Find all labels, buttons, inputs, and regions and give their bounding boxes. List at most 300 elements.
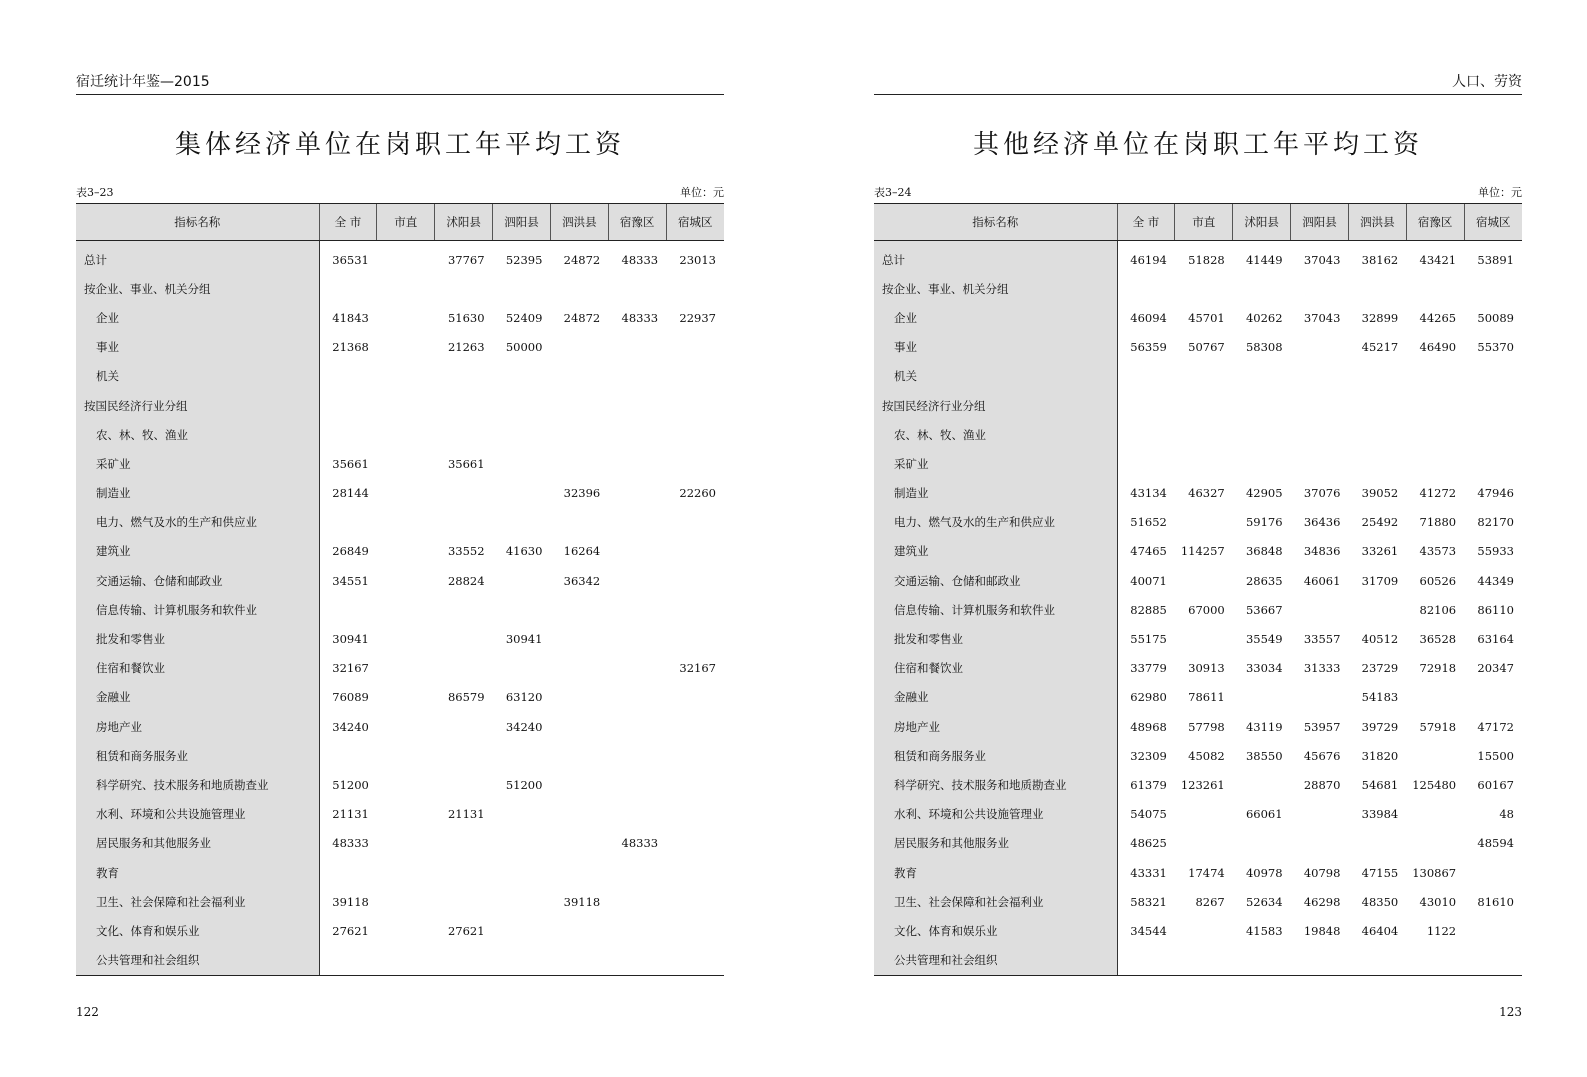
table-cell	[377, 712, 435, 741]
table-row	[874, 241, 1522, 275]
table-cell	[666, 624, 724, 653]
table-cell: 45701	[1188, 310, 1225, 325]
table-cell: 114257	[1180, 544, 1225, 559]
table-cell: 39729	[1361, 719, 1399, 734]
table-cell: 33034	[1245, 661, 1283, 676]
table-row	[874, 800, 1522, 829]
table-cell	[1406, 683, 1464, 712]
table-cell	[608, 946, 666, 976]
column-header: 全 市	[319, 204, 377, 241]
table-row	[76, 449, 724, 478]
table-cell	[1291, 420, 1349, 449]
table-cell	[1117, 449, 1175, 478]
table-cell: 56359	[1130, 340, 1167, 355]
table-cell: 44265	[1419, 310, 1457, 325]
table-cell	[608, 712, 666, 741]
table-cell: 55175	[1130, 632, 1167, 647]
table-cell	[550, 683, 608, 712]
table-cell	[377, 333, 435, 362]
table-row	[874, 420, 1522, 449]
table-cell: 51652	[1130, 515, 1167, 530]
table-cell	[550, 916, 608, 945]
row-label: 金融业	[76, 683, 319, 712]
table-cell	[1233, 420, 1291, 449]
table-cell: 28870	[1303, 777, 1341, 792]
table-row	[76, 303, 724, 332]
row-label: 采矿业	[874, 449, 1117, 478]
column-header: 宿城区	[1464, 204, 1522, 241]
table-cell: 31820	[1361, 748, 1399, 763]
table-cell: 52634	[1245, 894, 1283, 909]
table-cell	[377, 800, 435, 829]
table-cell	[435, 946, 493, 976]
table-cell	[1233, 829, 1291, 858]
table-cell	[435, 829, 493, 858]
column-header: 沭阳县	[435, 204, 493, 241]
column-header: 泗洪县	[1348, 204, 1406, 241]
row-label: 租赁和商务服务业	[76, 741, 319, 770]
table-cell: 43010	[1419, 894, 1457, 909]
section-title: 人口、劳资	[1452, 74, 1522, 90]
table-cell	[1348, 420, 1406, 449]
table-row	[874, 274, 1522, 303]
row-label: 金融业	[874, 683, 1117, 712]
table-cell	[550, 858, 608, 887]
table-cell	[435, 712, 493, 741]
table-row	[76, 770, 724, 799]
table-cell: 30941	[505, 632, 543, 647]
table-row	[874, 333, 1522, 362]
row-label: 交通运输、仓储和邮政业	[874, 566, 1117, 595]
table-cell	[666, 595, 724, 624]
page-title: 集体经济单位在岗职工年平均工资	[174, 130, 625, 160]
left-page	[76, 0, 724, 1077]
table-cell: 32167	[332, 661, 369, 676]
table-cell	[1464, 683, 1522, 712]
row-label: 采矿业	[76, 449, 319, 478]
table-cell	[1233, 683, 1291, 712]
table-cell: 51200	[332, 777, 369, 792]
table-cell: 23729	[1361, 661, 1399, 676]
table-cell: 40978	[1245, 865, 1283, 880]
table-cell	[319, 508, 377, 537]
row-label: 电力、燃气及水的生产和供应业	[874, 508, 1117, 537]
table-cell: 59176	[1245, 515, 1283, 530]
table-cell	[1175, 274, 1233, 303]
table-cell	[666, 946, 724, 976]
table-cell: 46061	[1303, 573, 1341, 588]
table-cell	[550, 595, 608, 624]
row-label: 信息传输、计算机服务和软件业	[76, 595, 319, 624]
row-label: 居民服务和其他服务业	[76, 829, 319, 858]
table-cell: 36342	[563, 573, 601, 588]
table-cell	[608, 595, 666, 624]
table-row	[874, 946, 1522, 976]
row-label: 文化、体育和娱乐业	[874, 916, 1117, 945]
table-cell: 35549	[1245, 632, 1283, 647]
table-cell	[1406, 829, 1464, 858]
page-number: 122	[76, 1005, 99, 1019]
table-cell	[550, 624, 608, 653]
table-cell: 22937	[679, 310, 716, 325]
table-cell: 48333	[621, 252, 659, 267]
table-cell: 45082	[1188, 748, 1225, 763]
column-header: 泗洪县	[550, 204, 608, 241]
table-cell	[550, 508, 608, 537]
row-label: 批发和零售业	[76, 624, 319, 653]
table-cell	[377, 741, 435, 770]
table-cell: 40071	[1130, 573, 1167, 588]
table-cell: 33557	[1303, 632, 1341, 647]
table-cell: 53957	[1303, 719, 1341, 734]
table-cell	[377, 479, 435, 508]
row-label: 信息传输、计算机服务和软件业	[874, 595, 1117, 624]
table-cell: 38550	[1245, 748, 1283, 763]
table-cell	[608, 391, 666, 420]
table-cell	[1406, 391, 1464, 420]
row-label: 科学研究、技术服务和地质勘查业	[874, 770, 1117, 799]
table-cell	[1291, 683, 1349, 712]
row-label: 总计	[76, 241, 319, 275]
table-cell: 15500	[1477, 748, 1514, 763]
table-cell	[1406, 449, 1464, 478]
table-cell	[435, 595, 493, 624]
table-row	[874, 449, 1522, 478]
table-body	[76, 241, 724, 976]
running-head-right	[874, 74, 1522, 95]
row-label: 企业	[76, 303, 319, 332]
table-cell: 57918	[1419, 719, 1457, 734]
table-cell	[1406, 946, 1464, 976]
table-cell: 30913	[1188, 661, 1225, 676]
table-cell: 61379	[1130, 777, 1167, 792]
table-cell: 47155	[1361, 865, 1399, 880]
page-number: 123	[1499, 1005, 1522, 1019]
table-cell	[608, 770, 666, 799]
table-cell: 55370	[1477, 340, 1514, 355]
running-head-left	[76, 74, 724, 95]
table-cell: 78611	[1188, 690, 1225, 705]
table-cell	[550, 654, 608, 683]
table-cell	[1464, 362, 1522, 391]
table-row	[874, 537, 1522, 566]
table-row	[874, 595, 1522, 624]
column-header: 沭阳县	[1233, 204, 1291, 241]
table-cell	[1175, 566, 1233, 595]
table-cell	[666, 887, 724, 916]
table-cell	[1233, 770, 1291, 799]
column-header-name: 指标名称	[76, 204, 319, 241]
row-label: 水利、环境和公共设施管理业	[874, 800, 1117, 829]
table-cell	[666, 362, 724, 391]
table-number: 表3–23	[76, 186, 114, 199]
table-cell: 41843	[332, 310, 369, 325]
table-cell	[377, 595, 435, 624]
table-row	[874, 858, 1522, 887]
table-cell: 51630	[447, 310, 485, 325]
table-cell: 40262	[1245, 310, 1283, 325]
table-cell	[666, 916, 724, 945]
table-cell	[493, 858, 551, 887]
table-cell	[319, 391, 377, 420]
table-cell: 34240	[505, 719, 543, 734]
row-label: 按企业、事业、机关分组	[874, 274, 1117, 303]
table-header-row	[874, 204, 1522, 241]
table-cell	[493, 595, 551, 624]
table-row	[76, 624, 724, 653]
page-title: 其他经济单位在岗职工年平均工资	[972, 130, 1423, 160]
table-cell	[493, 391, 551, 420]
table-cell	[608, 333, 666, 362]
table-cell	[377, 770, 435, 799]
table-row	[76, 946, 724, 976]
table-cell: 31333	[1303, 661, 1341, 676]
table-cell: 53891	[1477, 252, 1514, 267]
table-cell	[377, 624, 435, 653]
table-cell: 48968	[1130, 719, 1167, 734]
table-cell: 43134	[1130, 486, 1167, 501]
table-row	[76, 858, 724, 887]
table-cell	[1175, 508, 1233, 537]
row-label: 公共管理和社会组织	[76, 946, 319, 976]
table-cell: 125480	[1412, 777, 1457, 792]
table-cell	[608, 887, 666, 916]
row-label: 农、林、牧、渔业	[76, 420, 319, 449]
table-cell	[550, 449, 608, 478]
table-cell: 86579	[447, 690, 485, 705]
table-cell	[377, 829, 435, 858]
table-cell: 32167	[679, 661, 716, 676]
table-row	[76, 800, 724, 829]
column-header: 泗阳县	[493, 204, 551, 241]
table-row	[874, 683, 1522, 712]
table-cell	[1291, 449, 1349, 478]
row-label: 住宿和餐饮业	[76, 654, 319, 683]
table-cell: 66061	[1245, 807, 1283, 822]
table-cell	[377, 887, 435, 916]
table-cell: 33261	[1361, 544, 1399, 559]
table-cell	[1175, 800, 1233, 829]
table-row	[76, 537, 724, 566]
row-label: 房地产业	[76, 712, 319, 741]
table-number: 表3–24	[874, 186, 912, 199]
table-cell: 21368	[332, 340, 369, 355]
table-cell	[493, 946, 551, 976]
table-cell	[377, 362, 435, 391]
table-row	[76, 566, 724, 595]
table-cell	[550, 946, 608, 976]
table-cell: 82170	[1477, 515, 1514, 530]
table-row	[76, 479, 724, 508]
table-cell	[1117, 946, 1175, 976]
row-label: 批发和零售业	[874, 624, 1117, 653]
table-cell	[1291, 391, 1349, 420]
table-row	[76, 829, 724, 858]
table-cell	[1464, 858, 1522, 887]
table-cell	[666, 741, 724, 770]
table-cell: 37076	[1303, 486, 1341, 501]
table-cell	[608, 479, 666, 508]
table-cell	[435, 508, 493, 537]
row-label: 住宿和餐饮业	[874, 654, 1117, 683]
table-cell: 47946	[1477, 486, 1514, 501]
table-row	[874, 303, 1522, 332]
row-label: 租赁和商务服务业	[874, 741, 1117, 770]
table-cell: 54681	[1361, 777, 1399, 792]
table-row	[874, 741, 1522, 770]
column-header: 宿城区	[666, 204, 724, 241]
table-cell	[608, 508, 666, 537]
table-cell	[493, 274, 551, 303]
table-cell	[608, 537, 666, 566]
table-cell	[666, 566, 724, 595]
table-cell: 24872	[563, 310, 601, 325]
table-cell: 58308	[1245, 340, 1283, 355]
table-cell: 51200	[505, 777, 543, 792]
table-cell	[435, 624, 493, 653]
table-cell: 71880	[1419, 515, 1457, 530]
table-cell	[1117, 274, 1175, 303]
table-cell	[608, 683, 666, 712]
table-cell	[666, 391, 724, 420]
table-row	[76, 654, 724, 683]
table-cell: 24872	[563, 252, 601, 267]
table-cell	[1291, 362, 1349, 391]
table-cell	[377, 946, 435, 976]
table-row	[874, 887, 1522, 916]
table-cell: 36436	[1303, 515, 1341, 530]
table-row	[76, 333, 724, 362]
table-cell: 47172	[1477, 719, 1514, 734]
row-label: 建筑业	[76, 537, 319, 566]
table-cell: 58321	[1130, 894, 1167, 909]
table-cell	[1464, 946, 1522, 976]
table-cell: 34836	[1303, 544, 1341, 559]
column-header: 全 市	[1117, 204, 1175, 241]
table-cell: 48333	[332, 836, 369, 851]
table-cell	[666, 800, 724, 829]
column-header: 市直	[1175, 204, 1233, 241]
table-cell: 37043	[1303, 252, 1341, 267]
table-cell: 46490	[1419, 340, 1457, 355]
table-cell: 46094	[1130, 310, 1167, 325]
table-cell	[608, 916, 666, 945]
table-row	[76, 683, 724, 712]
table-cell: 23013	[679, 252, 716, 267]
table-cell: 45217	[1361, 340, 1399, 355]
table-cell	[493, 479, 551, 508]
table-cell	[608, 274, 666, 303]
table-cell	[493, 887, 551, 916]
row-label: 农、林、牧、渔业	[874, 420, 1117, 449]
column-header: 市直	[377, 204, 435, 241]
row-label: 公共管理和社会组织	[874, 946, 1117, 976]
row-label: 事业	[874, 333, 1117, 362]
table-cell	[1291, 800, 1349, 829]
table-cell	[666, 683, 724, 712]
table-cell	[666, 333, 724, 362]
row-label: 按国民经济行业分组	[76, 391, 319, 420]
table-cell: 22260	[679, 486, 716, 501]
row-label: 机关	[76, 362, 319, 391]
table-cell: 32899	[1361, 310, 1399, 325]
row-label: 水利、环境和公共设施管理业	[76, 800, 319, 829]
table-cell	[1348, 946, 1406, 976]
table-cell: 1122	[1426, 923, 1457, 938]
table-header-row	[76, 204, 724, 241]
table-cell	[1233, 391, 1291, 420]
table-cell	[550, 829, 608, 858]
table-cell: 48333	[621, 310, 659, 325]
row-label: 房地产业	[874, 712, 1117, 741]
table-cell	[666, 858, 724, 887]
table-cell	[319, 946, 377, 976]
row-label: 文化、体育和娱乐业	[76, 916, 319, 945]
table-cell: 34544	[1130, 923, 1167, 938]
table-cell	[608, 654, 666, 683]
table-cell	[319, 741, 377, 770]
table-cell	[319, 858, 377, 887]
table-cell: 46194	[1130, 252, 1167, 267]
table-cell	[550, 391, 608, 420]
table-cell: 37767	[447, 252, 485, 267]
table-cell	[1233, 449, 1291, 478]
right-page	[874, 0, 1522, 1077]
table-row	[874, 916, 1522, 945]
table-row	[874, 508, 1522, 537]
table-cell	[550, 362, 608, 391]
table-cell	[666, 829, 724, 858]
table-cell	[1464, 391, 1522, 420]
table-cell: 52409	[505, 310, 543, 325]
table-cell: 63120	[505, 690, 543, 705]
table-row	[76, 916, 724, 945]
table-cell	[1291, 274, 1349, 303]
table-row	[76, 887, 724, 916]
table-cell: 51828	[1188, 252, 1225, 267]
table-cell	[1464, 420, 1522, 449]
table-cell	[1406, 362, 1464, 391]
wage-table	[874, 203, 1522, 976]
unit-label: 单位：元	[680, 186, 724, 199]
table-cell	[550, 420, 608, 449]
table-cell: 50767	[1188, 340, 1225, 355]
table-row	[874, 624, 1522, 653]
table-cell	[377, 858, 435, 887]
table-cell	[1348, 274, 1406, 303]
row-label: 教育	[874, 858, 1117, 887]
table-cell	[493, 449, 551, 478]
table-row	[874, 362, 1522, 391]
table-cell: 39118	[332, 894, 369, 909]
table-cell: 21131	[447, 807, 485, 822]
table-cell: 130867	[1412, 865, 1457, 880]
table-cell: 39118	[563, 894, 601, 909]
table-cell	[1348, 595, 1406, 624]
table-cell	[608, 449, 666, 478]
table-cell	[1117, 362, 1175, 391]
table-row	[874, 391, 1522, 420]
table-cell	[1233, 946, 1291, 976]
table-cell	[550, 712, 608, 741]
table-cell	[377, 391, 435, 420]
column-header: 泗阳县	[1291, 204, 1349, 241]
table-row	[76, 274, 724, 303]
table-cell	[377, 274, 435, 303]
table-row	[76, 362, 724, 391]
table-cell	[377, 303, 435, 332]
table-cell	[493, 829, 551, 858]
